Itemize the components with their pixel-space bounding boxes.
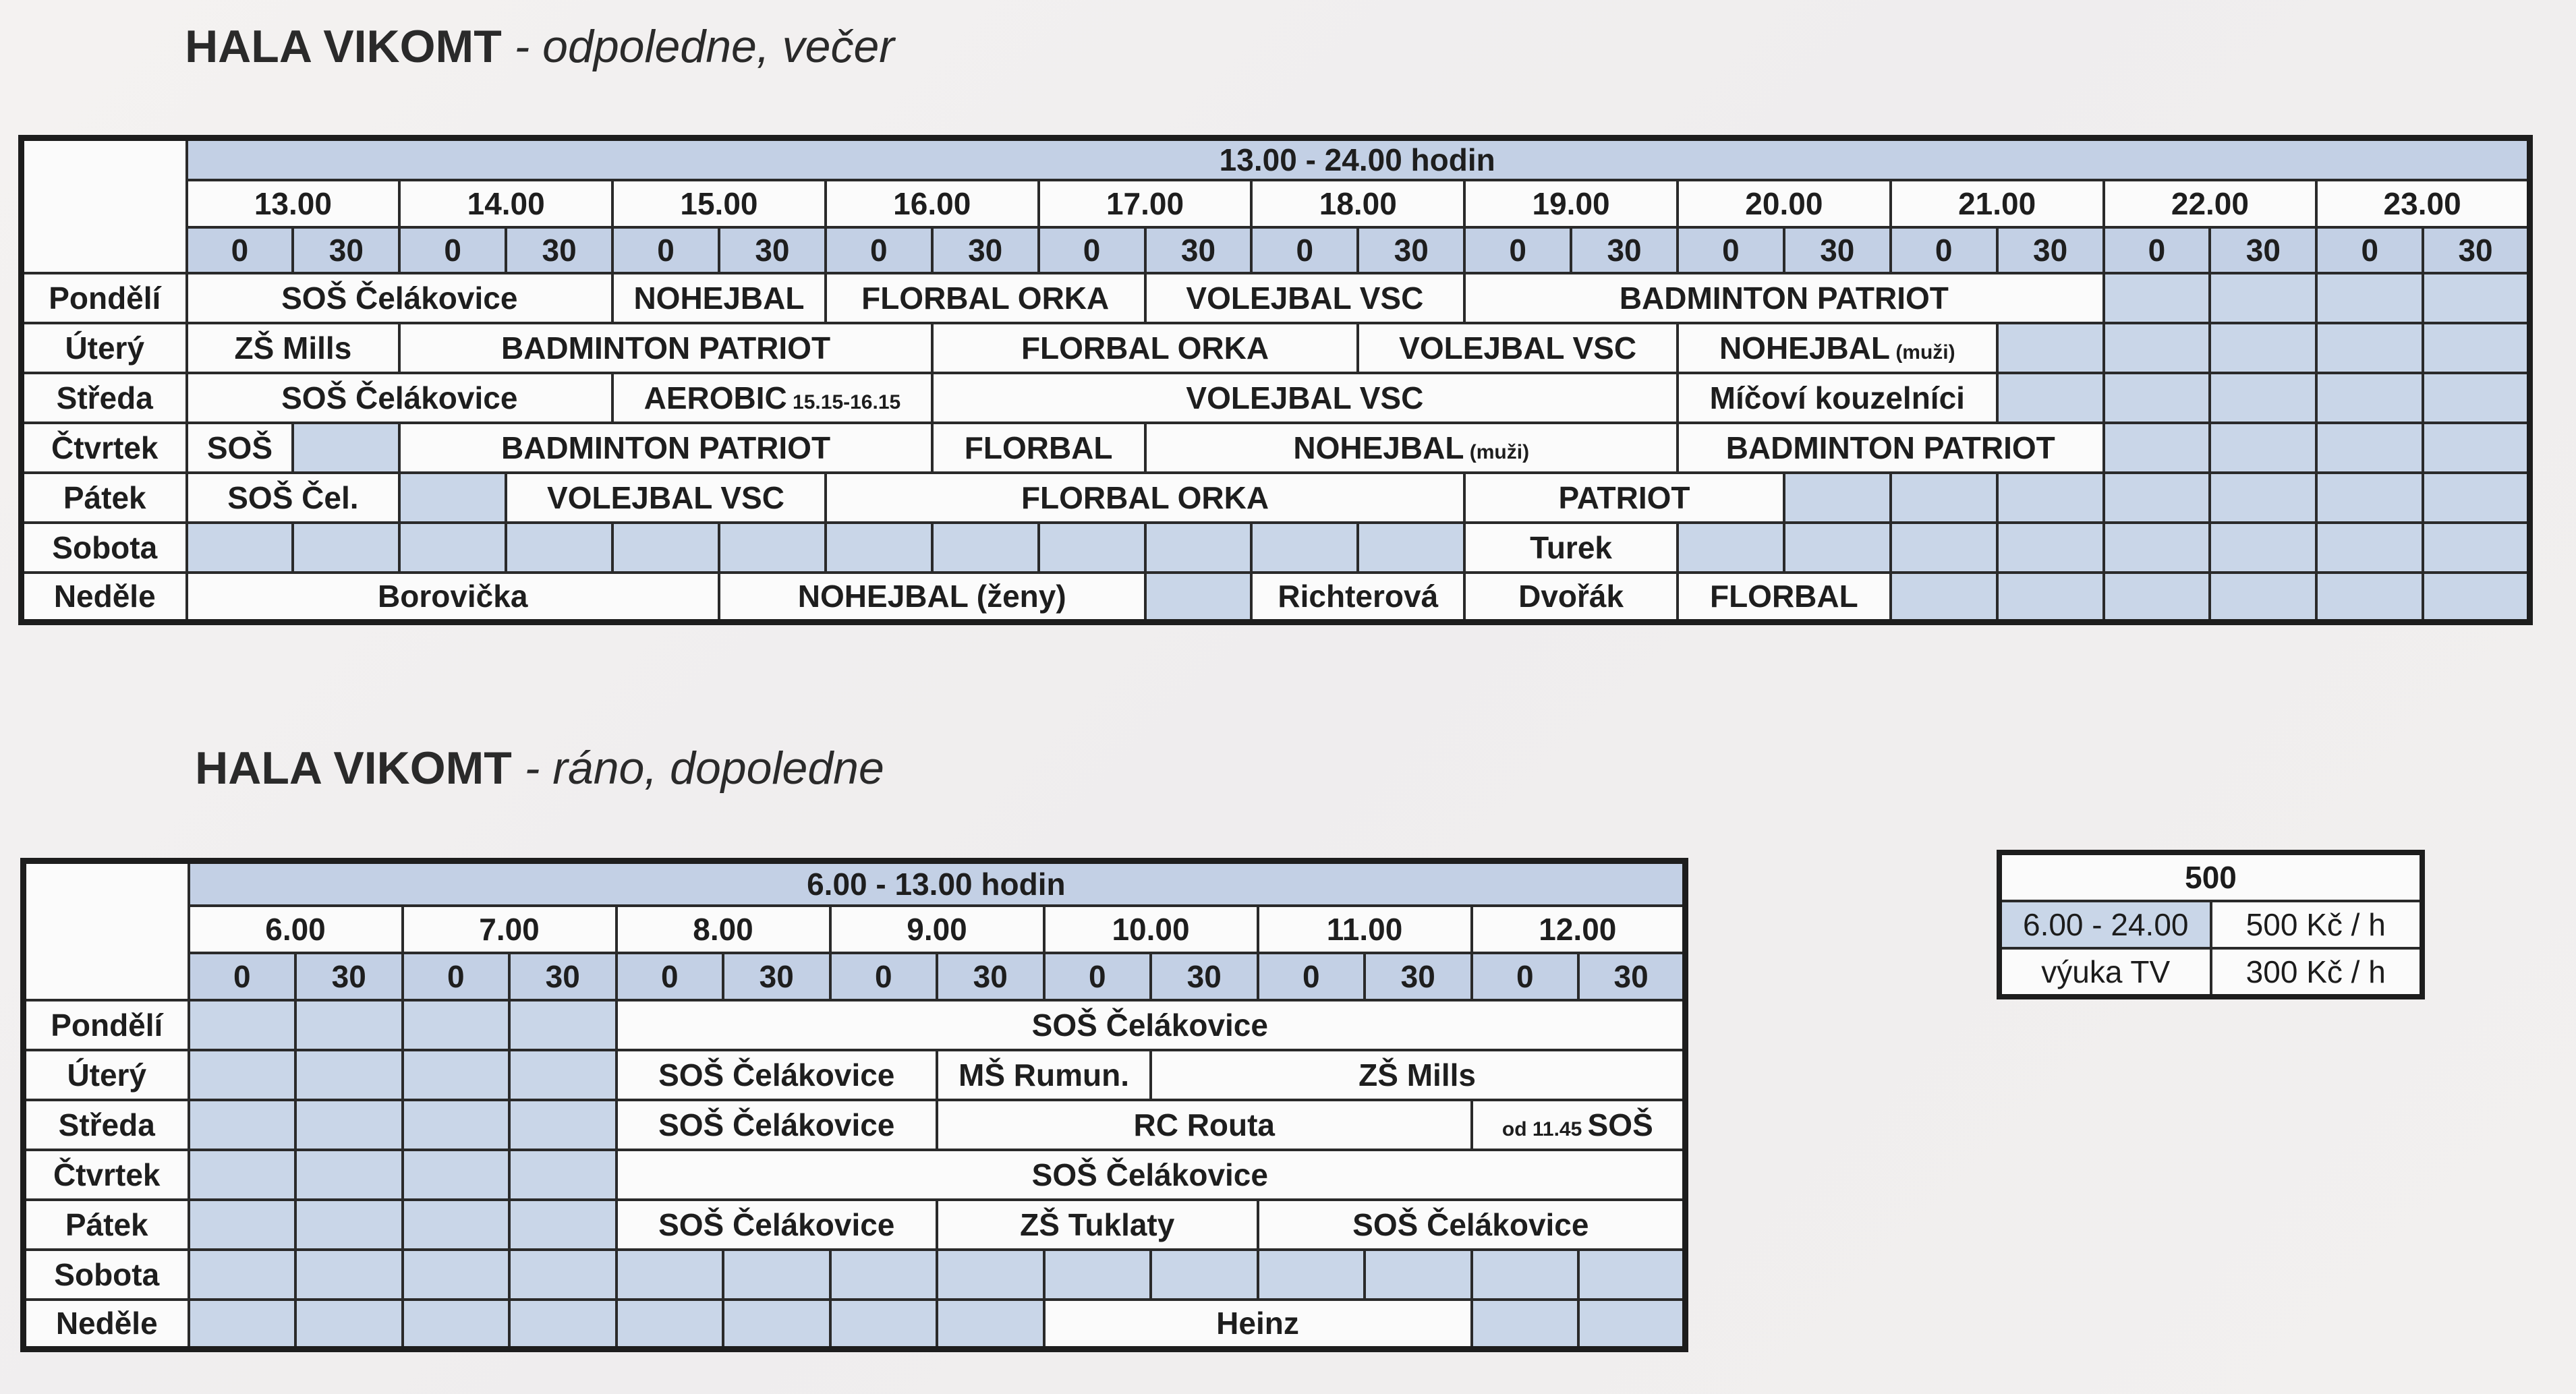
minute-header: 30	[506, 227, 612, 273]
minute-header: 30	[1578, 953, 1686, 1000]
hour-header: 11.00	[1258, 906, 1472, 953]
hour-header: 17.00	[1039, 180, 1252, 227]
hour-header: 15.00	[612, 180, 826, 227]
empty-slot	[2316, 523, 2423, 573]
booking-note: (muži)	[1889, 341, 1955, 364]
empty-slot	[612, 523, 719, 573]
empty-slot	[617, 1300, 724, 1349]
minute-header: 30	[1365, 953, 1472, 1000]
empty-slot	[1578, 1250, 1686, 1300]
booking-cell: VOLEJBAL VSC	[506, 473, 826, 523]
booking-cell: Heinz	[1044, 1300, 1472, 1349]
empty-slot	[189, 1000, 296, 1050]
minute-header: 30	[719, 227, 826, 273]
empty-slot	[1044, 1250, 1151, 1300]
booking-cell: NOHEJBAL	[612, 273, 826, 323]
hour-header: 12.00	[1472, 906, 1686, 953]
booking-cell: SOŠ Čel.	[187, 473, 400, 523]
empty-slot	[1145, 573, 1252, 622]
empty-slot	[509, 1150, 617, 1200]
booking-cell: Míčoví kouzelníci	[1678, 373, 1997, 423]
minute-header: 30	[2210, 227, 2316, 273]
booking-cell: NOHEJBAL (muži)	[1145, 423, 1678, 473]
booking-cell: ZŠ Tuklaty	[937, 1200, 1258, 1250]
hour-header: 18.00	[1251, 180, 1464, 227]
day-row	[24, 1200, 1686, 1250]
empty-slot	[295, 1100, 403, 1150]
time-range-header: 6.00 - 13.00 hodin	[189, 861, 1686, 906]
minute-header: 0	[1258, 953, 1365, 1000]
empty-slot	[1997, 373, 2104, 423]
empty-slot	[2210, 523, 2316, 573]
table-corner	[24, 861, 189, 1000]
minute-header: 30	[1784, 227, 1891, 273]
title-period: - ráno, dopoledne	[511, 743, 884, 794]
minute-header: 30	[1358, 227, 1464, 273]
empty-slot	[399, 523, 506, 573]
empty-slot	[2104, 323, 2210, 373]
minute-header: 0	[1464, 227, 1571, 273]
empty-slot	[293, 523, 399, 573]
day-row	[22, 473, 2530, 523]
hour-header: 20.00	[1678, 180, 1891, 227]
empty-slot	[399, 473, 506, 523]
booking-cell: BADMINTON PATRIOT	[1678, 423, 2104, 473]
price-time-label: 6.00 - 24.00	[1999, 901, 2211, 948]
empty-slot	[2104, 473, 2210, 523]
booking-cell: SOŠ Čelákovice	[1258, 1200, 1686, 1250]
empty-slot	[403, 1100, 510, 1150]
hour-header: 6.00	[189, 906, 403, 953]
day-row	[22, 523, 2530, 573]
empty-slot	[2104, 423, 2210, 473]
empty-slot	[2104, 573, 2210, 622]
empty-slot	[1891, 473, 1997, 523]
day-row	[24, 1050, 1686, 1100]
empty-slot	[295, 1000, 403, 1050]
empty-slot	[189, 1150, 296, 1200]
title-hall-name: HALA VIKOMT	[185, 21, 502, 72]
day-row	[24, 1300, 1686, 1349]
empty-slot	[403, 1150, 510, 1200]
day-label: Pátek	[24, 1200, 189, 1250]
booking-cell: SOŠ Čelákovice	[617, 1200, 938, 1250]
booking-cell: NOHEJBAL (ženy)	[719, 573, 1145, 622]
day-row	[22, 373, 2530, 423]
booking-note: od 11.45	[1501, 1117, 1588, 1140]
empty-slot	[2210, 473, 2316, 523]
empty-slot	[295, 1150, 403, 1200]
day-label: Pondělí	[24, 1000, 189, 1050]
empty-slot	[2104, 273, 2210, 323]
day-row	[24, 1150, 1686, 1200]
empty-slot	[1891, 523, 1997, 573]
empty-slot	[1578, 1300, 1686, 1349]
empty-slot	[2423, 323, 2529, 373]
booking-cell: SOŠ Čelákovice	[187, 373, 613, 423]
day-label: Úterý	[22, 323, 187, 373]
empty-slot	[1891, 573, 1997, 622]
booking-cell: Borovička	[187, 573, 719, 622]
booking-cell: NOHEJBAL (muži)	[1678, 323, 1997, 373]
empty-slot	[1151, 1250, 1258, 1300]
table-corner	[22, 138, 187, 273]
minute-header: 0	[1039, 227, 1145, 273]
day-row	[22, 573, 2530, 622]
hour-header: 21.00	[1891, 180, 2104, 227]
empty-slot	[1997, 323, 2104, 373]
booking-cell: SOŠ Čelákovice	[617, 1000, 1686, 1050]
day-label: Neděle	[22, 573, 187, 622]
empty-slot	[830, 1300, 938, 1349]
empty-slot	[2423, 523, 2529, 573]
day-row	[24, 1000, 1686, 1050]
empty-slot	[826, 523, 932, 573]
empty-slot	[403, 1050, 510, 1100]
empty-slot	[2210, 373, 2316, 423]
hour-header: 23.00	[2316, 180, 2529, 227]
title-hall-name: HALA VIKOMT	[195, 743, 512, 794]
empty-slot	[403, 1250, 510, 1300]
empty-slot	[937, 1250, 1044, 1300]
empty-slot	[509, 1250, 617, 1300]
empty-slot	[2316, 373, 2423, 423]
empty-slot	[2423, 423, 2529, 473]
minute-header: 30	[1997, 227, 2104, 273]
booking-note: (muži)	[1464, 440, 1530, 463]
empty-slot	[1784, 523, 1891, 573]
empty-slot	[189, 1250, 296, 1300]
price-header: 500	[1999, 852, 2422, 901]
empty-slot	[189, 1050, 296, 1100]
price-value: 300 Kč / h	[2211, 948, 2423, 997]
booking-cell: SOŠ Čelákovice	[617, 1050, 938, 1100]
minute-header: 0	[1472, 953, 1579, 1000]
morning-schedule-title	[0, 742, 1889, 794]
booking-cell: FLORBAL ORKA	[932, 323, 1358, 373]
minute-header: 30	[1571, 227, 1678, 273]
booking-cell: VOLEJBAL VSC	[932, 373, 1678, 423]
booking-cell: BADMINTON PATRIOT	[399, 323, 932, 373]
booking-note: 15.15-16.15	[786, 390, 901, 413]
booking-cell: ZŠ Mills	[1151, 1050, 1686, 1100]
booking-cell: FLORBAL	[1678, 573, 1891, 622]
minute-header: 0	[612, 227, 719, 273]
empty-slot	[1997, 523, 2104, 573]
minute-header: 30	[2423, 227, 2529, 273]
empty-slot	[509, 1200, 617, 1250]
minute-header: 0	[830, 953, 938, 1000]
empty-slot	[189, 1300, 296, 1349]
minute-header: 0	[399, 227, 506, 273]
day-label: Neděle	[24, 1300, 189, 1349]
empty-slot	[1678, 523, 1784, 573]
minute-header: 0	[617, 953, 724, 1000]
empty-slot	[403, 1000, 510, 1050]
empty-slot	[1997, 473, 2104, 523]
booking-cell: PATRIOT	[1464, 473, 1784, 523]
afternoon-schedule-table	[18, 135, 2533, 625]
empty-slot	[1997, 573, 2104, 622]
minute-header: 0	[1891, 227, 1997, 273]
empty-slot	[2210, 323, 2316, 373]
day-label: Středa	[24, 1100, 189, 1150]
price-value: 500 Kč / h	[2211, 901, 2423, 948]
booking-cell: ZŠ Mills	[187, 323, 400, 373]
minute-header: 0	[2316, 227, 2423, 273]
empty-slot	[295, 1300, 403, 1349]
empty-slot	[509, 1100, 617, 1150]
empty-slot	[189, 1100, 296, 1150]
empty-slot	[617, 1250, 724, 1300]
booking-cell: FLORBAL	[932, 423, 1145, 473]
empty-slot	[2210, 573, 2316, 622]
empty-slot	[2210, 423, 2316, 473]
empty-slot	[1472, 1250, 1579, 1300]
price-time-label: výuka TV	[1999, 948, 2211, 997]
booking-cell: BADMINTON PATRIOT	[1464, 273, 2103, 323]
hour-header: 16.00	[826, 180, 1039, 227]
minute-header: 30	[1151, 953, 1258, 1000]
minute-header: 0	[403, 953, 510, 1000]
minute-header: 0	[1678, 227, 1784, 273]
minute-header: 30	[295, 953, 403, 1000]
time-range-header: 13.00 - 24.00 hodin	[187, 138, 2530, 180]
empty-slot	[2423, 573, 2529, 622]
empty-slot	[2316, 573, 2423, 622]
day-label: Sobota	[22, 523, 187, 573]
booking-cell: SOŠ Čelákovice	[617, 1100, 938, 1150]
empty-slot	[719, 523, 826, 573]
hour-header: 8.00	[617, 906, 830, 953]
day-row	[24, 1250, 1686, 1300]
minute-header: 0	[187, 227, 293, 273]
booking-cell: BADMINTON PATRIOT	[399, 423, 932, 473]
hour-header: 9.00	[830, 906, 1044, 953]
hour-header: 10.00	[1044, 906, 1258, 953]
empty-slot	[937, 1300, 1044, 1349]
empty-slot	[2104, 373, 2210, 423]
booking-cell: FLORBAL ORKA	[826, 273, 1145, 323]
booking-cell: VOLEJBAL VSC	[1145, 273, 1465, 323]
hour-header: 22.00	[2104, 180, 2317, 227]
empty-slot	[509, 1050, 617, 1100]
empty-slot	[1784, 473, 1891, 523]
empty-slot	[506, 523, 612, 573]
empty-slot	[2316, 423, 2423, 473]
minute-header: 0	[1044, 953, 1151, 1000]
hour-header: 19.00	[1464, 180, 1678, 227]
empty-slot	[2104, 523, 2210, 573]
title-period: - odpoledne, večer	[501, 21, 894, 72]
empty-slot	[403, 1200, 510, 1250]
minute-header: 30	[937, 953, 1044, 1000]
empty-slot	[2423, 373, 2529, 423]
empty-slot	[295, 1250, 403, 1300]
day-label: Čtvrtek	[24, 1150, 189, 1200]
booking-cell: Dvořák	[1464, 573, 1678, 622]
empty-slot	[189, 1200, 296, 1250]
hour-header: 14.00	[399, 180, 612, 227]
day-label: Pátek	[22, 473, 187, 523]
booking-cell: od 11.45 SOŠ	[1472, 1100, 1686, 1150]
day-label: Sobota	[24, 1250, 189, 1300]
empty-slot	[293, 423, 399, 473]
empty-slot	[1251, 523, 1358, 573]
minute-header: 0	[826, 227, 932, 273]
day-row	[22, 323, 2530, 373]
day-label: Úterý	[24, 1050, 189, 1100]
empty-slot	[1472, 1300, 1579, 1349]
day-label: Pondělí	[22, 273, 187, 323]
minute-header: 30	[1145, 227, 1252, 273]
minute-header: 30	[932, 227, 1039, 273]
day-label: Čtvrtek	[22, 423, 187, 473]
minute-header: 30	[723, 953, 830, 1000]
booking-cell: SOŠ Čelákovice	[617, 1150, 1686, 1200]
booking-cell: FLORBAL ORKA	[826, 473, 1464, 523]
empty-slot	[295, 1200, 403, 1250]
booking-cell: SOŠ Čelákovice	[187, 273, 613, 323]
minute-header: 0	[189, 953, 296, 1000]
booking-cell: Turek	[1464, 523, 1678, 573]
price-table	[1997, 850, 2425, 999]
morning-schedule-table	[20, 858, 1688, 1352]
empty-slot	[509, 1300, 617, 1349]
empty-slot	[187, 523, 293, 573]
empty-slot	[1365, 1250, 1472, 1300]
empty-slot	[830, 1250, 938, 1300]
empty-slot	[1039, 523, 1145, 573]
empty-slot	[2423, 473, 2529, 523]
empty-slot	[2423, 273, 2529, 323]
empty-slot	[2316, 323, 2423, 373]
empty-slot	[2210, 273, 2316, 323]
empty-slot	[403, 1300, 510, 1349]
hour-header: 13.00	[187, 180, 400, 227]
day-row	[24, 1100, 1686, 1150]
empty-slot	[1258, 1250, 1365, 1300]
hour-header: 7.00	[403, 906, 617, 953]
empty-slot	[2316, 273, 2423, 323]
booking-cell: SOŠ	[187, 423, 293, 473]
day-row	[22, 273, 2530, 323]
day-label: Středa	[22, 373, 187, 423]
booking-cell: RC Routa	[937, 1100, 1472, 1150]
booking-cell: MŠ Rumun.	[937, 1050, 1151, 1100]
empty-slot	[2316, 473, 2423, 523]
minute-header: 30	[509, 953, 617, 1000]
day-row	[22, 423, 2530, 473]
empty-slot	[1358, 523, 1464, 573]
afternoon-schedule-title	[0, 20, 1889, 73]
empty-slot	[509, 1000, 617, 1050]
minute-header: 0	[1251, 227, 1358, 273]
empty-slot	[723, 1300, 830, 1349]
booking-cell: AEROBIC 15.15-16.15	[612, 373, 932, 423]
minute-header: 30	[293, 227, 399, 273]
empty-slot	[723, 1250, 830, 1300]
booking-cell: VOLEJBAL VSC	[1358, 323, 1678, 373]
empty-slot	[932, 523, 1039, 573]
minute-header: 0	[2104, 227, 2210, 273]
empty-slot	[295, 1050, 403, 1100]
booking-cell: Richterová	[1251, 573, 1464, 622]
empty-slot	[1145, 523, 1252, 573]
